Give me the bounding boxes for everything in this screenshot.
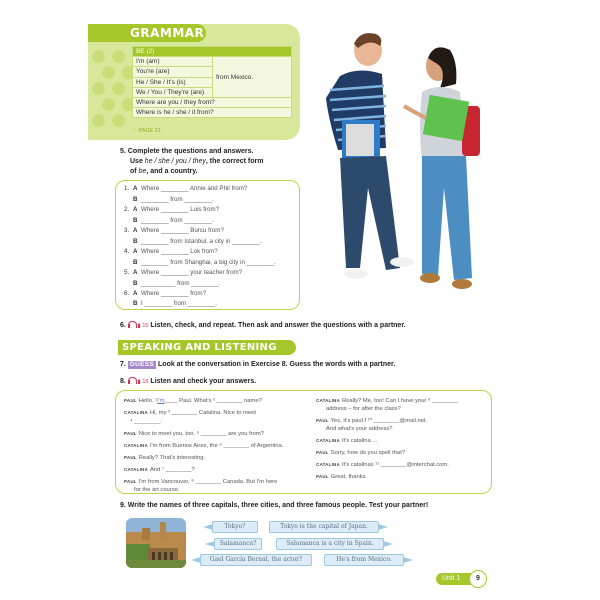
page-number: 9: [469, 570, 487, 588]
grammar-merged-cell: from Mexico.: [213, 57, 292, 98]
grammar-box: [88, 24, 300, 140]
exercise-8: 8. 1.16 Listen and check your answers.: [120, 378, 257, 385]
speech-bubble-answer: Salamanca is a city in Spain.: [276, 538, 384, 550]
dialogue-line[interactable]: CATALINA And ⁷ ________?: [124, 467, 195, 473]
dialogue-line[interactable]: CATALINA I'm from Buenos Aires, the ⁶ ________ of Argentina.: [124, 443, 284, 449]
speech-bubble-question: Tokyo?: [212, 521, 258, 533]
dialogue-line[interactable]: PAUL Yes, it's paul.f ¹⁰ ________@mail.net.: [316, 418, 428, 424]
dialogue-line: address – for after the class?: [326, 406, 401, 412]
answer-b[interactable]: B I ________ from ________.: [133, 300, 218, 307]
dialogue-line[interactable]: CATALINA Hi, my ³ ________ Catalina. Nice to meet: [124, 410, 256, 416]
answer-b[interactable]: B ________ from Istanbul, a city in ________.: [133, 238, 262, 245]
exercise-8-dialogue-box: [115, 390, 492, 494]
headphones-icon[interactable]: [128, 377, 136, 384]
track-number: 1.16: [137, 379, 149, 385]
dialogue-line: PAUL Sorry, how do you spell that?: [316, 450, 406, 456]
guess-badge: GUESS: [129, 361, 155, 368]
arrow-icon: ☞: [132, 128, 139, 134]
question-a[interactable]: 5. A Where ________ your teacher from?: [124, 269, 243, 276]
headphones-icon[interactable]: [128, 321, 136, 328]
question-a[interactable]: 3. A Where ________ Burcu from?: [124, 227, 224, 234]
exercise-6: 6. 1.15 Listen, check, and repeat. Then ask and answer the questions with a partner.: [120, 322, 406, 329]
table-title: BE (2): [133, 47, 292, 57]
speech-bubble-answer: Tokyo is the capital of Japan.: [269, 521, 379, 533]
dialogue-line: PAUL Great, thanks.: [316, 474, 368, 480]
salamanca-photo: [126, 518, 186, 568]
answer-b[interactable]: B ________ from Shanghai, a big city in ________.: [133, 259, 276, 266]
students-photo: [310, 28, 490, 298]
exercise-5-box: [115, 180, 300, 310]
decorative-dots: [88, 50, 139, 138]
dialogue-line[interactable]: CATALINA Really? Me, too! Can I have your ⁹ ________: [316, 398, 458, 404]
grammar-question: Where are you / they from?: [133, 97, 292, 107]
question-a[interactable]: 1. A Where ________ Annie and Phil from?: [124, 185, 248, 192]
section-header: SPEAKING AND LISTENING: [118, 340, 296, 355]
track-number: 1.15: [137, 323, 149, 329]
question-a[interactable]: 6. A Where ________ from?: [124, 290, 207, 297]
grammar-table: [132, 46, 292, 118]
answer-b[interactable]: B ________ from ________.: [133, 217, 214, 224]
answer-b[interactable]: B ________ from ________.: [133, 196, 214, 203]
dialogue-line: for the art course.: [134, 487, 180, 493]
grammar-header: GRAMMAR: [88, 24, 206, 42]
exercise-9: 9. Write the names of three capitals, three cities, and three famous people. Test your partner!: [120, 502, 429, 509]
dialogue-line: And what's your address?: [326, 426, 393, 432]
dialogue-line[interactable]: CATALINA It's catalinas ¹¹ ________@interchat.com.: [316, 462, 449, 468]
grammar-row: He / She / It's (is): [133, 77, 213, 87]
grammar-row: We / You / They're (are): [133, 87, 213, 97]
answer-b[interactable]: B __________ from ________.: [133, 280, 221, 287]
dialogue-line[interactable]: PAUL Hello. ¹I'm____ Paul. What's ² ________ name?: [124, 398, 262, 404]
page-reference[interactable]: ☞ PAGE 51: [132, 128, 161, 134]
speech-bubble-question: Salamanca?: [214, 538, 262, 550]
question-a[interactable]: 2. A Where ________ Luis from?: [124, 206, 220, 213]
speech-bubble-question: Gael García Bernal, the actor?: [200, 554, 312, 566]
grammar-question: Where is he / she / it from?: [133, 108, 292, 118]
exercise-7: 7. GUESS Look at the conversation in Exercise 8. Guess the words with a partner.: [120, 361, 396, 368]
grammar-row: I'm (am): [133, 57, 213, 67]
dialogue-line[interactable]: PAUL Nice to meet you, too. ⁵ ________ are you from?: [124, 431, 264, 437]
dialogue-line[interactable]: PAUL Really? That's interesting.: [124, 455, 206, 461]
question-a[interactable]: 4. A Where ________ Lok from?: [124, 248, 218, 255]
grammar-row: You're (are): [133, 67, 213, 77]
exercise-5-instructions: 5. Complete the questions and answers. Use he / she / you / they, the correct form of be, and a country.: [120, 148, 264, 175]
dialogue-line[interactable]: ⁴ ________.: [130, 419, 162, 425]
speech-bubble-answer: He's from Mexico.: [324, 554, 404, 566]
dialogue-line: CATALINA It's catalina ...: [316, 438, 378, 444]
unit-label: Unit 1: [436, 573, 476, 585]
dialogue-line[interactable]: PAUL I'm from Vancouver, ⁸ ________ Canada. But I'm here: [124, 479, 278, 485]
